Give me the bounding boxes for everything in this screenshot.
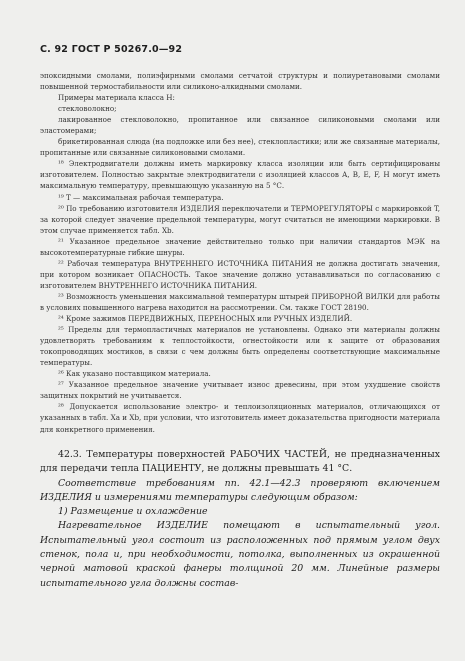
class-h-heading: Примеры материала класса Н: — [58, 93, 175, 103]
main-text-block — [40, 448, 440, 591]
footnotes-block — [40, 70, 440, 435]
footnote-20: ²⁰ По требованию изготовителя ИЗДЕЛИЯ переключатели и ТЕРМОРЕГУЛЯТОРЫ с маркировкой T, за которой следует значение предельной температуры, могут считаться не имеющими маркировки. В этом случае применяется табл. Xb. — [40, 203, 440, 235]
class-h-item: брикетированная слюда (на подложке или без нее), стеклопластики; или же связанные материалы, пропитанные или связанные силиконовыми смолами. — [40, 137, 440, 158]
footnote-27: ²⁷ Указанное предельное значение учитывает износ древесины, при этом ухудшение свойств защитных покрытий не учитывается. — [40, 380, 440, 401]
test-corner-description: Нагревательное ИЗДЕЛИЕ помещают в испытательный угол. Испытательный угол состоит из расположенных под прямым углом двух стенок, пола и, при необходимости, потолка, выполненных из окрашенной черной матовой краской фанеры толщиной 20 мм. Линейные размеры испытательного угла должны состав- — [40, 520, 440, 589]
footnote-26: ²⁶ Как указано поставщиком материала. — [58, 369, 211, 379]
page-header: С. 92 ГОСТ Р 50267.0—92 — [40, 44, 183, 55]
paragraph-continuation: эпоксидными смолами, полиэфирными смолами сетчатой структуры и полиуретановыми смолами повышенной термостабильности или силиконо-алкидными смолами. — [40, 71, 440, 92]
class-h-item: стекловолокно; — [58, 104, 117, 114]
footnote-22: ²² Рабочая температура ВНУТРЕННЕГО ИСТОЧНИКА ПИТАНИЯ не должна достигать значения, при котором возникает ОПАСНОСТЬ. Такое значение должно устанавливаться по согласованию с изготовителем ВНУТРЕННЕГО ИСТОЧНИКА ПИТАНИЯ. — [40, 258, 440, 290]
footnote-28: ²⁸ Допускается использование электро- и теплоизоляционных материалов, отличающихся от указанных в табл. Xa и Xb, при условии, что изготовитель имеет доказательства пригодности материала для конкретного применения. — [40, 402, 440, 434]
footnote-23: ²³ Возможность уменьшения максимальной температуры штырей ПРИБОРНОЙ ВИЛКИ для работы в условиях повышенного нагрева находится на рассмотрении. См. также ГОСТ 28190. — [40, 291, 440, 312]
class-h-item: лакированное стекловолокно, пропитанное или связанное силиконовыми смолами или эластомерами; — [40, 115, 440, 136]
clause-42-3: 42.3. Температуры поверхностей РАБОЧИХ ЧАСТЕЙ, не предназначенных для передачи тепла ПАЦИЕНТУ, не должны превышать 41 °С. — [40, 449, 440, 475]
footnote-25: ²⁵ Пределы для термопластичных материалов не установлены. Однако эти материалы должны удовлетворять требованиям к теплостойкости, огнестойкости или к защите от образования токопроводящих мостиков, в связи с чем должны быть определены соответствующие максимальные температуры. — [40, 325, 440, 368]
footnote-24: ²⁴ Кроме зажимов ПЕРЕДВИЖНЫХ, ПЕРЕНОСНЫХ или РУЧНЫХ ИЗДЕЛИЙ. — [58, 314, 353, 324]
footnote-18: ¹⁸ Электродвигатели должны иметь маркировку класса изоляции или быть сертифицированы изготовителем. Полностью закрытые электродвигатели с изоляцией классов А, В, Е, F, H могут иметь максимальную температуру, превышающую указанную на 5 °С. — [40, 159, 440, 191]
footnote-21: ²¹ Указанное предельное значение действительно только при наличии стандартов МЭК на высокотемпературные гибкие шнуры. — [40, 236, 440, 257]
subclause-heading: 1) Размещение и охлаждение — [58, 506, 208, 518]
compliance-statement: Соответствие требованиям пп. 42.1—42.3 проверяют включением ИЗДЕЛИЯ и измерениями температуры следующим образом: — [40, 477, 440, 503]
footnote-19: ¹⁹ T — максимальная рабочая температура. — [58, 192, 224, 202]
